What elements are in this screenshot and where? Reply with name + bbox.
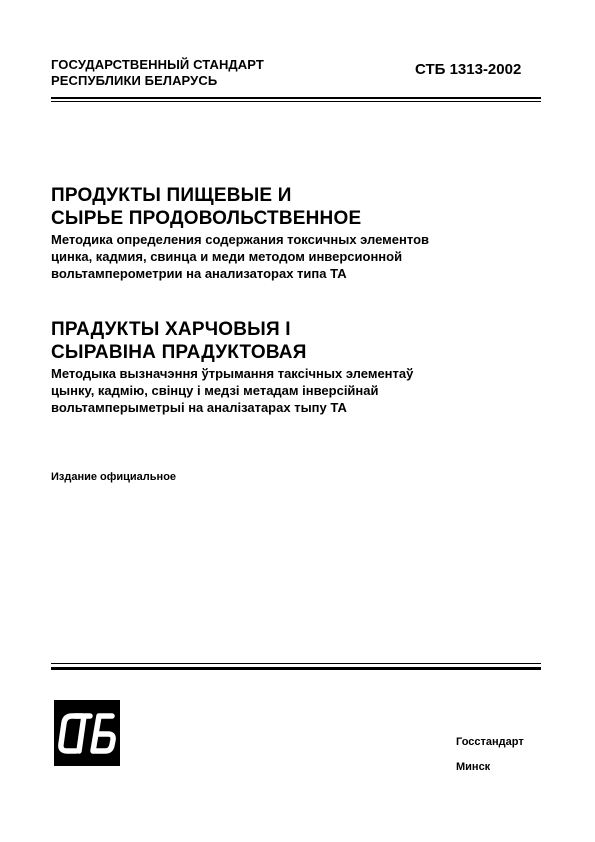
russian-title-block	[51, 184, 551, 282]
issuing-organization	[51, 57, 264, 89]
belarusian-title-block	[51, 318, 551, 416]
edition-note: Издание официальное	[51, 471, 177, 483]
russian-title-line-2: СЫРЬЕ ПРОДОВОЛЬСТВЕННОЕ	[51, 208, 362, 229]
belarusian-title-line-2: СЫРАВІНА ПРАДУКТОВАЯ	[51, 342, 307, 363]
russian-subtitle-line-1: Методика определения содержания токсичных элементов	[51, 232, 430, 247]
header-rule-thick	[51, 97, 541, 99]
publisher-name: Госстандарт	[456, 736, 524, 748]
organization-line-2: РЕСПУБЛИКИ БЕЛАРУСЬ	[51, 73, 218, 88]
russian-subtitle-line-3: вольтамперометрии на анализаторах типа ТА	[51, 266, 347, 281]
publisher-block	[456, 735, 524, 774]
header-rule-thin	[51, 101, 541, 102]
russian-title-line-1: ПРОДУКТЫ ПИЩЕВЫЕ И	[51, 185, 292, 206]
belarusian-subtitle-line-2: цынку, кадмію, свінцу і медзі метадам інверсійнай	[51, 383, 379, 398]
footer-rule-thick	[51, 667, 541, 670]
belarusian-title-line-1: ПРАДУКТЫ ХАРЧОВЫЯ І	[51, 319, 291, 340]
belarusian-subtitle-line-1: Методыка вызначэння ўтрымання таксічных элементаў	[51, 366, 414, 381]
publisher-city: Минск	[456, 761, 491, 773]
organization-line-1: ГОСУДАРСТВЕННЫЙ СТАНДАРТ	[51, 57, 264, 72]
stb-logo-icon	[54, 700, 120, 766]
russian-subtitle-line-2: цинка, кадмия, свинца и меди методом инверсионной	[51, 249, 403, 264]
footer-rule-thin	[51, 663, 541, 664]
belarusian-subtitle-line-3: вольтамперыметрыі на аналізатарах тыпу ТА	[51, 400, 347, 415]
standard-code: СТБ 1313-2002	[415, 61, 522, 78]
